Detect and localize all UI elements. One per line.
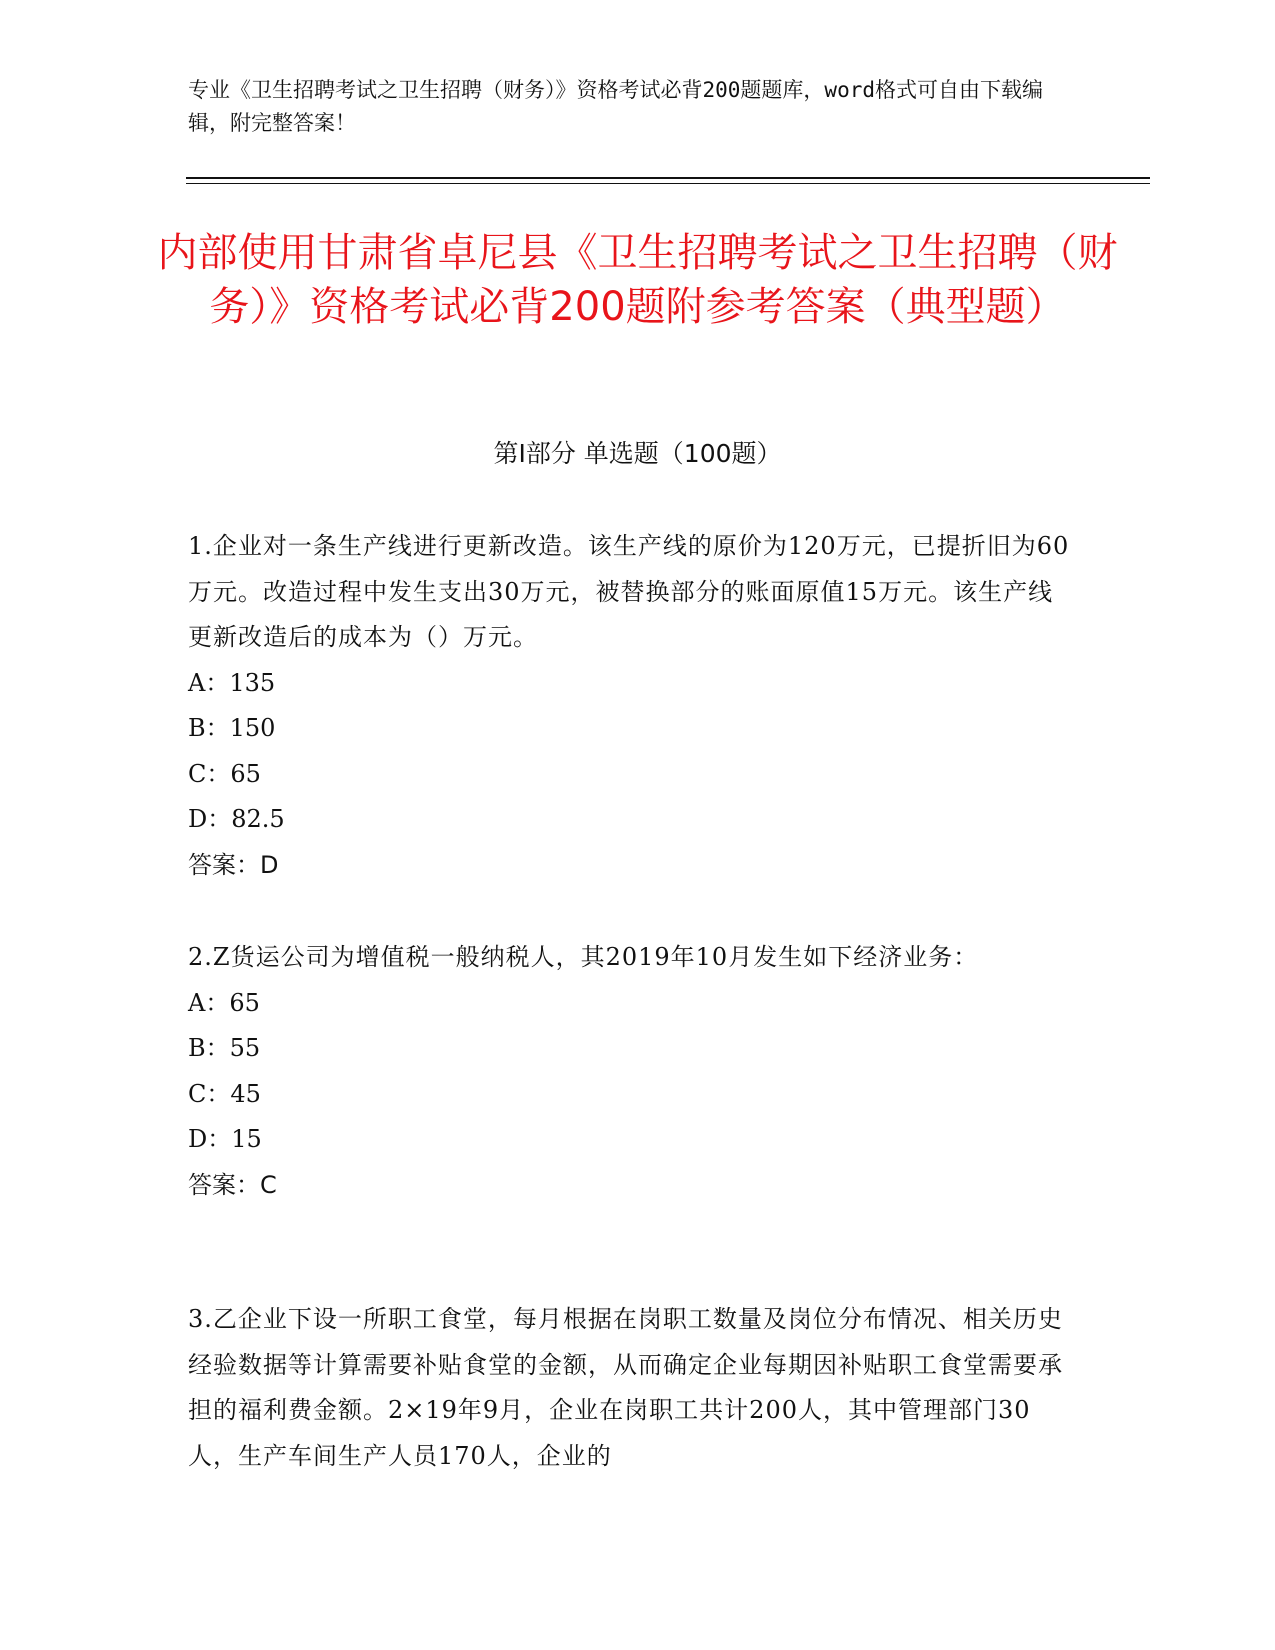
- option-a: A：135: [188, 668, 276, 697]
- answer: 答案：C: [188, 1170, 277, 1199]
- question-stem: 2.Z货运公司为增值税一般纳税人，其2019年10月发生如下经济业务：: [188, 943, 979, 971]
- header-note: 专业《卫生招聘考试之卫生招聘（财务）》资格考试必背200题题库，word格式可自由下载编辑，附完整答案！: [188, 78, 1043, 135]
- option-c: C：65: [188, 759, 261, 788]
- question-2: [188, 935, 1078, 1208]
- option-b: B：150: [188, 714, 276, 742]
- document-title: 内部使用甘肃省卓尼县《卫生招聘考试之卫生招聘（财务）》资格考试必背200题附参考答案（典型题）: [157, 230, 1118, 330]
- option-d: D：15: [188, 1125, 262, 1153]
- option-d: D：82.5: [188, 805, 285, 833]
- answer: 答案：D: [188, 850, 279, 879]
- section-heading: 第Ⅰ部分 单选题（100题）: [493, 439, 782, 468]
- question-stem: 1.企业对一条生产线进行更新改造。该生产线的原价为120万元，已提折旧为60万元。改造过程中发生支出30万元，被替换部分的账面原值15万元。该生产线更新改造后的成本为（）万元。: [188, 532, 1070, 651]
- option-a: A：65: [188, 988, 260, 1017]
- question-stem: 3.乙企业下设一所职工食堂，每月根据在岗职工数量及岗位分布情况、相关历史经验数据等计算需要补贴食堂的金额，从而确定企业每期因补贴职工食堂需要承担的福利费金额。2×19年9月，企业在岗职工共计200人，其中管理部门30人，生产车间生产人员170人，企业的: [188, 1305, 1063, 1470]
- question-1: [188, 524, 1078, 888]
- question-3: [188, 1297, 1078, 1479]
- option-c: C：45: [188, 1079, 261, 1108]
- header-divider-thin: [186, 183, 1150, 184]
- option-b: B：55: [188, 1034, 261, 1062]
- header-divider-thick: [186, 177, 1150, 179]
